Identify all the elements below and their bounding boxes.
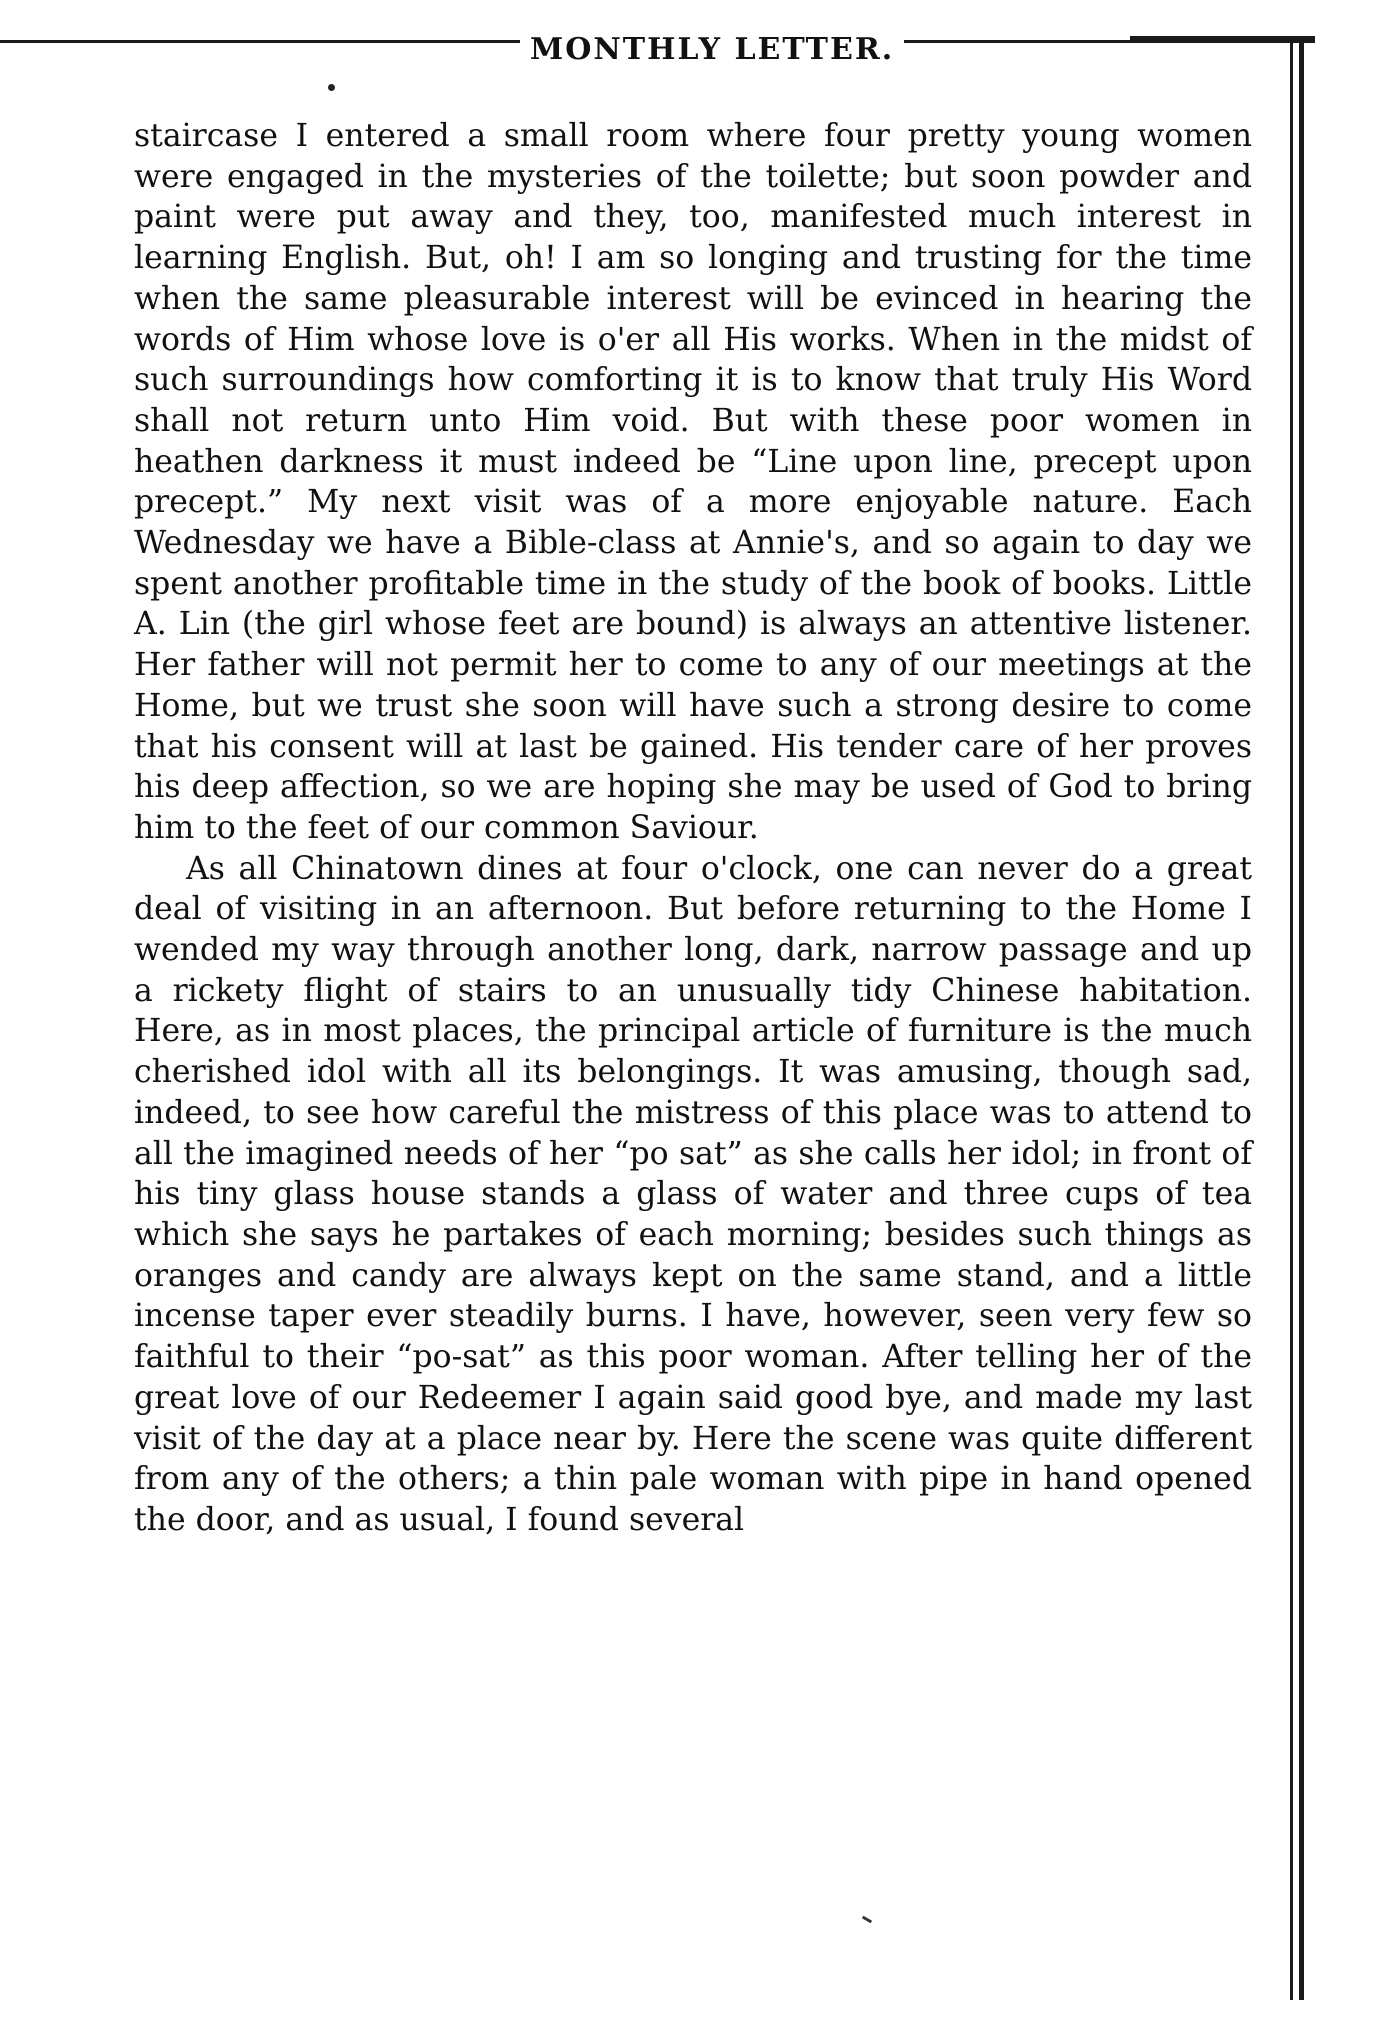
letter-body [134, 116, 1252, 1541]
paragraph-2: As all Chinatown dines at four o'clock, one can never do a great deal of visiting in an afternoon. But before returning to the Home I wended my way through another long, dark, narrow passage and up a rickety flight of stairs to an unusually tidy Chinese habitation. Here, as in most places, the principal article of furniture is the much cherished idol with all its belongings. It was amusing, though sad, indeed, to see how careful the mistress of this place was to attend to all the imagined needs of her “po sat” as she calls her idol; in front of his tiny glass house stands a glass of water and three cups of tea which she says he partakes of each morning; besides such things as oranges and candy are always kept on the same stand, and a little incense taper ever steadily burns. I have, however, seen very few so faithful to their “po-sat” as this poor woman. After telling her of the great love of our Redeemer I again said good bye, and made my last visit of the day at a place near by. Here the scene was quite different from any of the others; a thin pale woman with pipe in hand opened the door, and as usual, I found several [134, 850, 1252, 1538]
running-header: MONTHLY LETTER. [520, 32, 904, 68]
paragraph-1: staircase I entered a small room where four pretty young women were engaged in the mysteries of the toilette; but soon powder and paint were put away and they, too, manifested much interest in learning English. But, oh! I am so longing and trusting for the time when the same pleasurable interest will be evinced in hearing the words of Him whose love is o'er all His works. When in the midst of such surroundings how comforting it is to know that truly His Word shall not return unto Him void. But with these poor women in heathen darkness it must indeed be “Line upon line, precept upon precept.” My next visit was of a more enjoyable nature. Each Wednesday we have a Bible-class at Annie's, and so again to day we spent another profitable time in the study of the book of books. Little A. Lin (the girl whose feet are bound) is always an attentive listener. Her father will not permit her to come to any of our meetings at the Home, but we trust she soon will have such a strong desire to come that his consent will at last be gained. His tender care of her proves his deep affection, so we are hoping she may be used of God to bring him to the feet of our common Saviour. [134, 118, 1252, 846]
header-rule-heavy [1130, 36, 1315, 43]
scan-artifact [862, 1916, 872, 1924]
page-border-right [1290, 40, 1304, 2000]
ink-dot [328, 84, 335, 91]
